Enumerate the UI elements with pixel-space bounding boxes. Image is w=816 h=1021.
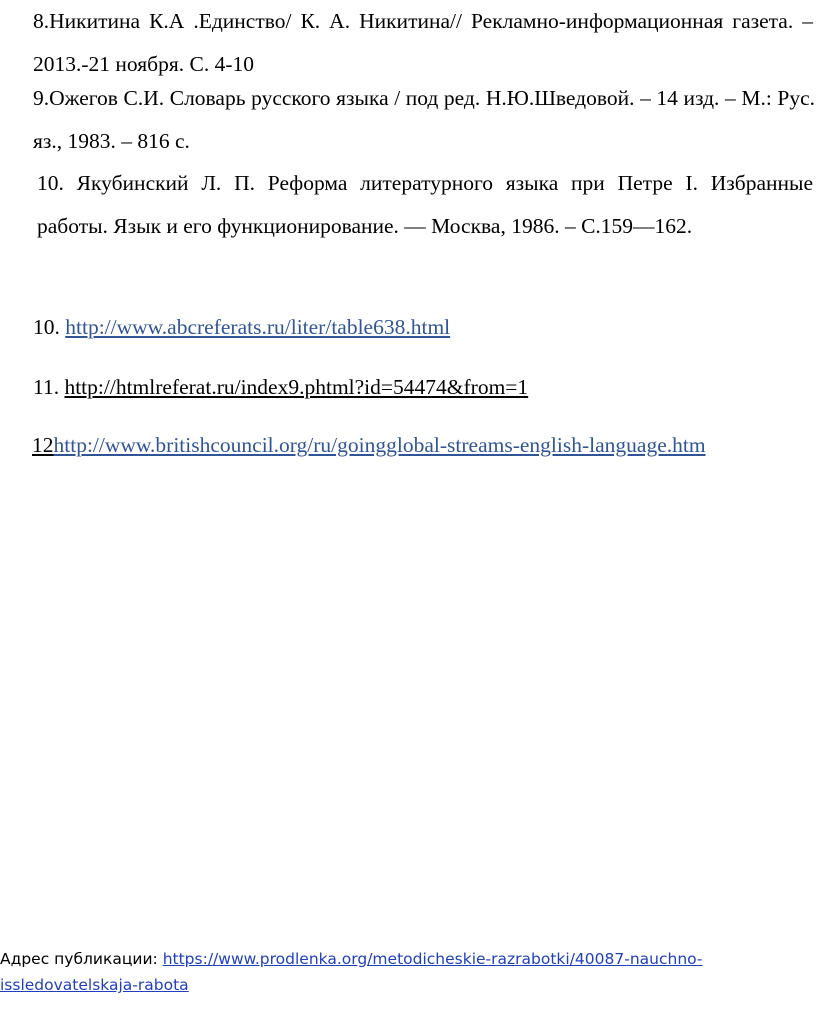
publication-address-label: Адрес публикации: [0, 950, 163, 968]
reference-10-link-item [33, 312, 450, 342]
reference-number: 11. [33, 375, 65, 399]
reference-number: 12 [32, 433, 54, 457]
reference-8: 8.Никитина К.А .Единство/ К. А. Никитина// Рекламно-информационная газета. – 2013.-21 ноября. С. 4-10 [33, 9, 813, 76]
htmlreferat-link[interactable]: http://htmlreferat.ru/index9.phtml?id=54474&from=1 [64, 375, 529, 399]
britishcouncil-link[interactable]: http://www.britishcouncil.org/ru/goingglobal-streams-english-language.htm [53, 433, 706, 457]
reference-11-link-item [33, 372, 528, 402]
reference-number: 10. [33, 315, 66, 339]
reference-10: 10. Якубинский Л. П. Реформа литературного языка при Петре I. Избранные работы. Язык и его функционирование. — Москва, 1986. – С.159—162. [37, 171, 813, 238]
publication-address [0, 946, 780, 998]
abcreferats-link[interactable]: http://www.abcreferats.ru/liter/table638.html [65, 315, 451, 339]
publication-address-link[interactable]: https://www.prodlenka.org/metodicheskie-razrabotki/40087-nauchno-issledovatelskaja-rabota [0, 950, 703, 994]
reference-9: 9.Ожегов С.И. Словарь русского языка / под ред. Н.Ю.Шведовой. – 14 изд. – М.: Рус. яз., 1983. – 816 с. [33, 86, 815, 153]
reference-12-link-item [0, 430, 706, 460]
